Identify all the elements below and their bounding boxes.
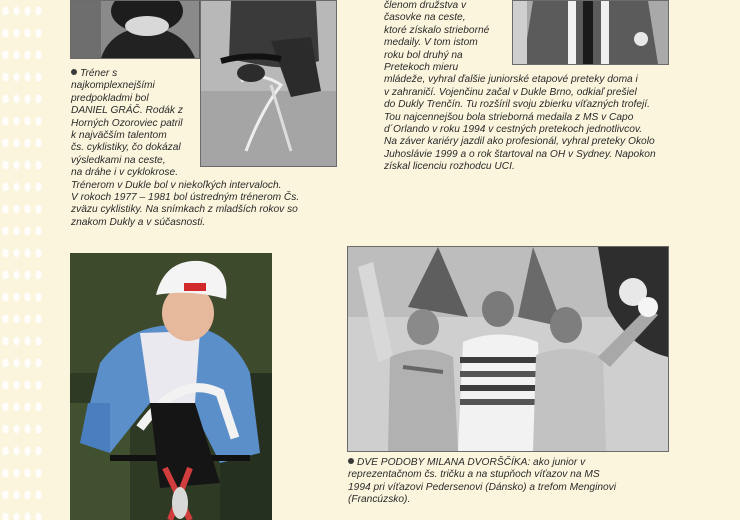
bullet-icon	[71, 69, 77, 75]
text-line: časovke na ceste,	[384, 12, 466, 24]
caption-line: najkomplexnejšími	[71, 80, 155, 92]
photo-podium-ms-1994	[347, 246, 669, 452]
caption-line: na dráhe i v cyklokrose.	[71, 167, 179, 179]
caption-line: Trénerom v Dukle bol v niekoľkých intervaloch.	[71, 179, 282, 191]
text-line: ktoré získalo strieborné	[384, 24, 490, 36]
caption-line: (Francúzsko).	[348, 494, 411, 506]
text-line: získal licenciu rozhodcu UCI.	[384, 161, 515, 173]
caption-line	[348, 457, 678, 469]
text-line: do Dukly Trenčín. Tu rozšíril svoju zbierku víťazných trofejí.	[384, 99, 650, 111]
caption-text: DVE PODOBY MILANA DVORŠČÍKA: ako junior v	[357, 457, 586, 468]
caption-line: reprezentačnom čs. tričku a na stupňoch víťazov na MS	[348, 469, 600, 481]
bullet-icon	[348, 458, 354, 464]
caption-line: k najväčším talentom	[71, 130, 167, 142]
text-line: Tou najcennejšou bola strieborná medaila z MS v Capo	[384, 111, 634, 123]
text-line: Na záver kariéry jazdil ako profesionál, vyhral preteky Okolo	[384, 136, 655, 148]
dot-pattern-strip	[0, 0, 44, 520]
caption-line: výsledkami na ceste,	[71, 154, 166, 166]
caption-line: čs. cyklistiky, čo dokázal	[71, 142, 181, 154]
dvorscik-biography-text	[384, 0, 684, 174]
text-line: mládeže, vyhral ďalšie juniorské etapové preteky doma i	[384, 74, 638, 86]
text-line: Pretekoch mieru	[384, 62, 459, 74]
text-line: medaily. V tom istom	[384, 37, 478, 49]
text-line: členom družstva v	[384, 0, 467, 11]
caption-line: V rokoch 1977 – 1981 bol ústredným trénerom Čs.	[71, 192, 300, 204]
trainer-caption	[71, 68, 331, 229]
caption-line	[71, 68, 331, 80]
text-line: roku bol druhý na	[384, 49, 463, 61]
caption-line: zväzu cyklistiky. Na snímkach z mladších rokov so	[71, 204, 298, 216]
caption-text: Tréner s	[80, 68, 118, 79]
text-line: d´Orlando v roku 1994 v cestných pretekoch jednotlivcov.	[384, 124, 643, 136]
caption-line: DANIEL GRÁČ. Rodák z	[71, 105, 183, 117]
caption-line: znakom Dukly a v súčasnosti.	[71, 216, 206, 228]
text-line: Juhoslávie 1999 a o rok štartoval na OH v Sydney. Napokon	[384, 148, 656, 160]
podium-caption	[348, 457, 678, 507]
caption-line: predpokladmi bol	[71, 92, 149, 104]
caption-line: 1994 pri víťazovi Pedersenovi (Dánsko) a trefom Menginovi	[348, 481, 617, 493]
text-line: v zahraničí. Vojenčinu začal v Dukle Brno, odkiaľ prešiel	[384, 86, 637, 98]
photo-junior-cyclist	[70, 253, 272, 520]
caption-line: Horných Ozoroviec patril	[71, 117, 183, 129]
